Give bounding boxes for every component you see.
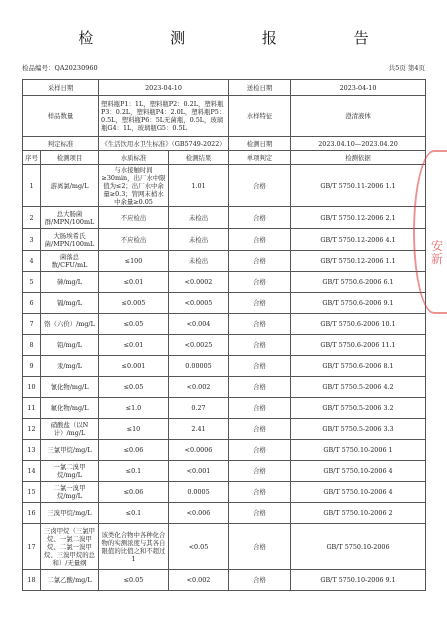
row-standard: 不应检出 bbox=[99, 207, 169, 229]
table-row bbox=[23, 398, 426, 419]
row-item: 铅/mg/L bbox=[41, 335, 99, 356]
table-row bbox=[23, 570, 426, 591]
row-standard: ≤0.06 bbox=[99, 440, 169, 461]
row-standard: ≤0.05 bbox=[99, 570, 169, 591]
water-feature-label: 水样特征 bbox=[229, 96, 291, 137]
report-title: 检 测 报 告 bbox=[78, 29, 405, 47]
row-result: 1.01 bbox=[169, 165, 229, 207]
row-judge: 合格 bbox=[229, 398, 291, 419]
row-no: 2 bbox=[23, 207, 41, 229]
row-no: 13 bbox=[23, 440, 41, 461]
row-no: 18 bbox=[23, 570, 41, 591]
row-result: <0.006 bbox=[169, 503, 229, 524]
row-item: 氰化物/mg/L bbox=[41, 377, 99, 398]
page-info: 共5页 第4页 bbox=[388, 64, 425, 72]
row-result: 0.0005 bbox=[169, 482, 229, 503]
row-no: 12 bbox=[23, 419, 41, 440]
row-no: 17 bbox=[23, 524, 41, 570]
standard-value: 《生活饮用水卫生标准》（GB5749-2022） bbox=[99, 137, 229, 151]
row-standard: ≤100 bbox=[99, 251, 169, 272]
row-standard: ≤1.0 bbox=[99, 398, 169, 419]
row-no: 5 bbox=[23, 272, 41, 293]
header-no: 序号 bbox=[23, 151, 41, 165]
row-result: <0.004 bbox=[169, 314, 229, 335]
row-judge: 合格 bbox=[229, 335, 291, 356]
row-judge: 合格 bbox=[229, 377, 291, 398]
row-no: 11 bbox=[23, 398, 41, 419]
row-result: 未检出 bbox=[169, 229, 229, 251]
row-no: 3 bbox=[23, 229, 41, 251]
row-result: <0.0002 bbox=[169, 272, 229, 293]
row-item: 砷/mg/L bbox=[41, 272, 99, 293]
table-row bbox=[23, 207, 426, 229]
table-row bbox=[23, 419, 426, 440]
seal-stamp-text: 安 新 bbox=[431, 239, 444, 267]
row-result: <0.0006 bbox=[169, 440, 229, 461]
row-no: 8 bbox=[23, 335, 41, 356]
row-judge: 合格 bbox=[229, 461, 291, 482]
header-result: 检测结果 bbox=[169, 151, 229, 165]
sample-qty-row bbox=[23, 96, 426, 137]
row-item: 一氯二溴甲烷/mg/L bbox=[41, 461, 99, 482]
row-item: 二氯乙酸/mg/L bbox=[41, 570, 99, 591]
row-basis: GB/T 5750.10-2006 9.1 bbox=[291, 570, 426, 591]
report-meta bbox=[22, 63, 425, 72]
row-standard: ≤0.06 bbox=[99, 482, 169, 503]
row-no: 6 bbox=[23, 293, 41, 314]
test-date-label: 检测日期 bbox=[229, 137, 291, 151]
row-standard: ≤0.05 bbox=[99, 377, 169, 398]
row-result: <0.002 bbox=[169, 377, 229, 398]
row-basis: GB/T 5750.10-2006 4 bbox=[291, 461, 426, 482]
seal-stamp bbox=[413, 150, 447, 314]
row-no: 14 bbox=[23, 461, 41, 482]
row-standard: 该类化合物中各种化合物的实测浓度与其各自限值的比值之和不超过1 bbox=[99, 524, 169, 570]
row-judge: 合格 bbox=[229, 524, 291, 570]
sampling-date-label: 采样日期 bbox=[23, 80, 99, 96]
row-judge: 合格 bbox=[229, 165, 291, 207]
table-row bbox=[23, 482, 426, 503]
row-result: <0.0025 bbox=[169, 335, 229, 356]
row-result: <0.0005 bbox=[169, 293, 229, 314]
row-judge: 合格 bbox=[229, 482, 291, 503]
row-item: 总大肠菌群/MPN/100mL bbox=[41, 207, 99, 229]
table-row bbox=[23, 314, 426, 335]
row-standard: ≤0.05 bbox=[99, 314, 169, 335]
row-basis: GB/T 5750.10-2006 2 bbox=[291, 503, 426, 524]
row-standard: 与水接触时间≥30min，出厂水中限值为≤2；出厂水中余量≥0.3；管网末梢水中余量≥0.05 bbox=[99, 165, 169, 207]
row-basis: GB/T 5750.5-2006 3.2 bbox=[291, 398, 426, 419]
row-item: 菌落总数/CFU/mL bbox=[41, 251, 99, 272]
row-item: 二氯一溴甲烷/mg/L bbox=[41, 482, 99, 503]
sample-qty-label: 样品数量 bbox=[23, 96, 99, 137]
report-table bbox=[22, 79, 426, 591]
row-result: 0.27 bbox=[169, 398, 229, 419]
row-judge: 合格 bbox=[229, 503, 291, 524]
row-basis: GB/T 5750.10-2006 4 bbox=[291, 482, 426, 503]
row-item: 游离氯/mg/L bbox=[41, 165, 99, 207]
row-no: 7 bbox=[23, 314, 41, 335]
delivery-date: 2023-04-10 bbox=[291, 80, 426, 96]
row-standard: ≤0.005 bbox=[99, 293, 169, 314]
row-result: <0.002 bbox=[169, 570, 229, 591]
standard-row bbox=[23, 137, 426, 151]
row-result: 未检出 bbox=[169, 207, 229, 229]
row-judge: 合格 bbox=[229, 570, 291, 591]
header-judge: 单项判定 bbox=[229, 151, 291, 165]
row-no: 1 bbox=[23, 165, 41, 207]
row-basis: GB/T 5750.10-2006 1 bbox=[291, 440, 426, 461]
header-standard: 水质标准 bbox=[99, 151, 169, 165]
sampling-row bbox=[23, 80, 426, 96]
row-basis: GB/T 5750.6-2006 8.1 bbox=[291, 356, 426, 377]
row-standard: 不应检出 bbox=[99, 229, 169, 251]
header-item: 检测项目 bbox=[41, 151, 99, 165]
sample-qty: 塑料瓶P1：1L，塑料瓶P2：0.2L，塑料瓶P3：0.2L，塑料瓶P4：2.0L，塑料瓶P5：0.5L，塑料瓶P6：5L无菌瓶，0.5L，玻璃瓶G4：1L，玻璃瓶G5：0.5L bbox=[99, 96, 229, 137]
row-item: 镉/mg/L bbox=[41, 293, 99, 314]
row-standard: ≤10 bbox=[99, 419, 169, 440]
row-result: 未检出 bbox=[169, 251, 229, 272]
row-judge: 合格 bbox=[229, 272, 291, 293]
row-judge: 合格 bbox=[229, 314, 291, 335]
row-standard: ≤0.001 bbox=[99, 356, 169, 377]
row-judge: 合格 bbox=[229, 293, 291, 314]
row-result: <0.05 bbox=[169, 524, 229, 570]
row-judge: 合格 bbox=[229, 440, 291, 461]
row-basis: GB/T 5750.6-2006 10.1 bbox=[291, 314, 426, 335]
row-judge: 合格 bbox=[229, 229, 291, 251]
table-row bbox=[23, 503, 426, 524]
table-row bbox=[23, 272, 426, 293]
sample-number: 检品编号：QA20230960 bbox=[22, 64, 98, 72]
sampling-date: 2023-04-10 bbox=[99, 80, 229, 96]
row-basis: GB/T 5750.12-2006 1.1 bbox=[291, 251, 426, 272]
row-no: 16 bbox=[23, 503, 41, 524]
row-standard: ≤0.01 bbox=[99, 272, 169, 293]
standard-label: 判定标准 bbox=[23, 137, 99, 151]
row-no: 4 bbox=[23, 251, 41, 272]
row-basis: GB/T 5750.12-2006 4.1 bbox=[291, 229, 426, 251]
row-result: 0.00005 bbox=[169, 356, 229, 377]
row-no: 10 bbox=[23, 377, 41, 398]
row-item: 三卤甲烷（三氯甲烷、一氯二溴甲烷、二氯一溴甲烷、三溴甲烷的总和）/无量纲 bbox=[41, 524, 99, 570]
table-row bbox=[23, 229, 426, 251]
row-basis: GB/T 5750.5-2006 4.2 bbox=[291, 377, 426, 398]
table-header-row bbox=[23, 151, 426, 165]
table-row bbox=[23, 440, 426, 461]
row-basis: GB/T 5750.10-2006 bbox=[291, 524, 426, 570]
row-no: 9 bbox=[23, 356, 41, 377]
table-row bbox=[23, 293, 426, 314]
row-basis: GB/T 5750.6-2006 9.1 bbox=[291, 293, 426, 314]
row-standard: ≤0.01 bbox=[99, 335, 169, 356]
delivery-date-label: 送检日期 bbox=[229, 80, 291, 96]
row-judge: 合格 bbox=[229, 251, 291, 272]
row-item: 三溴甲烷/mg/L bbox=[41, 503, 99, 524]
row-result: <0.001 bbox=[169, 461, 229, 482]
table-row bbox=[23, 335, 426, 356]
row-basis: GB/T 5750.6-2006 11.1 bbox=[291, 335, 426, 356]
row-item: 氟化物/mg/L bbox=[41, 398, 99, 419]
row-basis: GB/T 5750.5-2006 3.3 bbox=[291, 419, 426, 440]
row-judge: 合格 bbox=[229, 419, 291, 440]
test-date: 2023.04.10—2023.04.20 bbox=[291, 137, 426, 151]
row-item: 大肠埃希氏菌/MPN/100mL bbox=[41, 229, 99, 251]
table-row bbox=[23, 461, 426, 482]
row-item: 三氯甲烷/mg/L bbox=[41, 440, 99, 461]
header-basis: 检测依据 bbox=[291, 151, 426, 165]
row-item: 汞/mg/L bbox=[41, 356, 99, 377]
row-item: 硝酸盐（以N计）/mg/L bbox=[41, 419, 99, 440]
row-basis: GB/T 5750.11-2006 1.1 bbox=[291, 165, 426, 207]
row-standard: ≤0.1 bbox=[99, 461, 169, 482]
water-feature: 澄清液体 bbox=[291, 96, 426, 137]
table-row bbox=[23, 165, 426, 207]
row-basis: GB/T 5750.6-2006 6.1 bbox=[291, 272, 426, 293]
row-judge: 合格 bbox=[229, 207, 291, 229]
table-row bbox=[23, 356, 426, 377]
row-judge: 合格 bbox=[229, 356, 291, 377]
row-basis: GB/T 5750.12-2006 2.1 bbox=[291, 207, 426, 229]
table-row bbox=[23, 251, 426, 272]
row-result: 2.41 bbox=[169, 419, 229, 440]
table-row bbox=[23, 524, 426, 570]
row-no: 15 bbox=[23, 482, 41, 503]
row-standard: ≤0.1 bbox=[99, 503, 169, 524]
table-row bbox=[23, 377, 426, 398]
row-item: 铬（六价）/mg/L bbox=[41, 314, 99, 335]
